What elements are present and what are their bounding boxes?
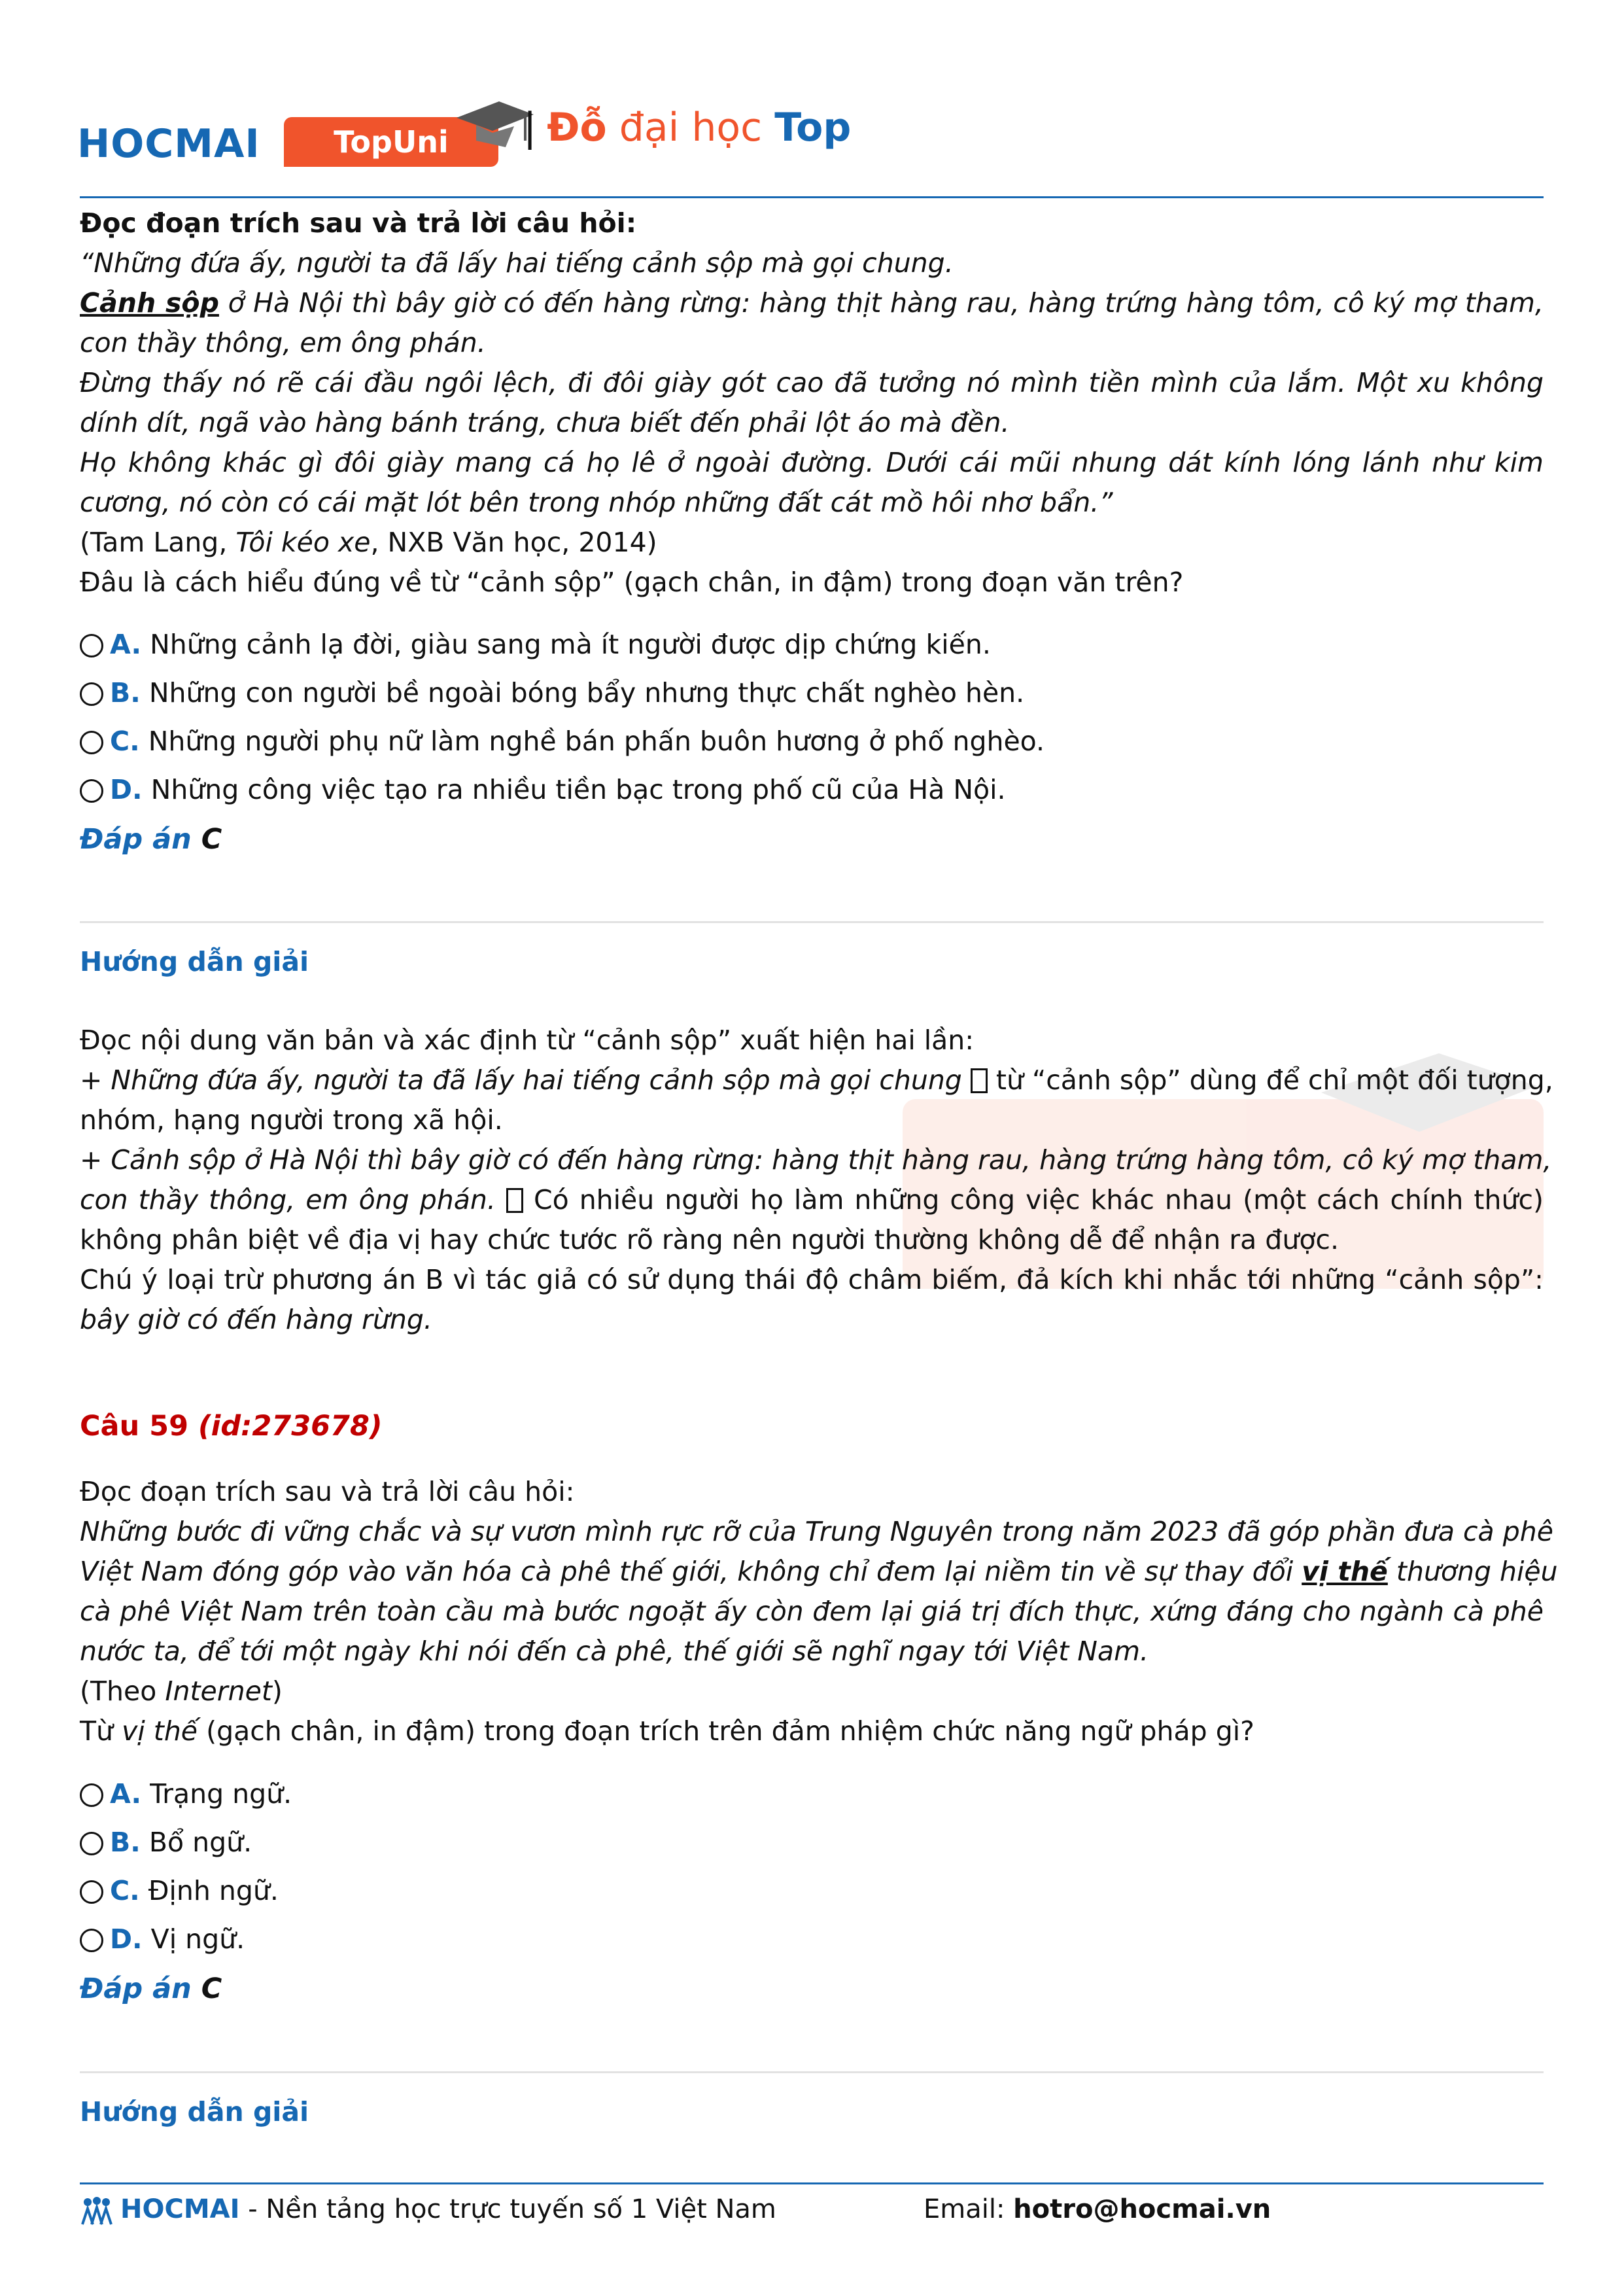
guide-quote: con thầy thông, em ông phán.	[80, 1184, 496, 1216]
q59-option-b[interactable]	[80, 1823, 252, 1863]
answer-letter: C	[201, 823, 222, 856]
answer-letter: C	[201, 1972, 222, 2005]
q58-passage-line: Họ không khác gì đôi giày mang cá họ lê ở ngoài đường. Dưới cái mũi nhung dát kính lóng lánh như kim	[80, 447, 1544, 478]
slogan-dai-hoc: đại học	[619, 105, 763, 150]
email-link[interactable]: hotro@hocmai.vn	[1013, 2194, 1271, 2224]
q58-passage-line: cương, nó còn có cái mặt lót bên trong nhóp những đất cát mồ hôi nhơ bẩn.”	[80, 487, 1113, 518]
q58-option-a[interactable]	[80, 625, 991, 665]
q59-option-d[interactable]	[80, 1919, 245, 1959]
footer-brand-line	[120, 2189, 776, 2230]
question-text: Từ	[80, 1715, 122, 1747]
q59-passage-line: nước ta, để tới một ngày khi nói đến cà phê, thế giới sẽ nghĩ ngay tới Việt Nam.	[80, 1636, 1149, 1667]
radio-icon[interactable]	[80, 731, 103, 754]
guide-line	[80, 1180, 1544, 1220]
slogan-top: Top	[774, 105, 852, 150]
option-letter: B.	[110, 1827, 141, 1858]
q58-passage-line	[80, 283, 1544, 323]
q59-passage-line: cà phê Việt Nam trên toàn cầu mà bước ngoặt ấy còn đem lại giá trị đích thực, xứng đáng cho ngành cà phê	[80, 1596, 1544, 1627]
q58-guide-title: Hướng dẫn giải	[80, 946, 309, 977]
footer-email-line	[924, 2189, 1271, 2230]
graduation-cap-icon	[450, 95, 535, 154]
q58-answer	[80, 820, 1544, 860]
highlighted-term: vị thế	[1302, 1556, 1388, 1587]
source-text: )	[271, 1675, 283, 1707]
q59-title	[80, 1407, 1544, 1446]
guide-line: không phân biệt về địa vị hay chức tước rõ ràng nên người thường không dễ để nhận ra được.	[80, 1224, 1339, 1255]
option-text: Định ngữ.	[148, 1875, 279, 1906]
footer-tagline: - Nền tảng học trực tuyến số 1 Việt Nam	[239, 2194, 776, 2224]
slogan-separator: |	[523, 105, 537, 150]
q59-source	[80, 1672, 1544, 1711]
q59-answer	[80, 1969, 1544, 2009]
slogan-do: Đỗ	[547, 105, 607, 150]
guide-text: Có nhiều người họ làm những công việc khác nhau (một cách chính thức)	[523, 1184, 1544, 1216]
header	[0, 0, 1624, 203]
q58-intro: Đọc đoạn trích sau và trả lời câu hỏi:	[80, 207, 637, 239]
logo-badge-text: TopUni	[334, 124, 449, 160]
question-number: Câu 59	[80, 1410, 188, 1443]
option-letter: B.	[110, 677, 141, 709]
q59-intro: Đọc đoạn trích sau và trả lời câu hỏi:	[80, 1476, 575, 1507]
radio-icon[interactable]	[80, 634, 103, 657]
radio-icon[interactable]	[80, 779, 103, 803]
source-text: (Tam Lang,	[80, 527, 236, 558]
q58-option-b[interactable]	[80, 673, 1024, 713]
option-letter: D.	[110, 1923, 143, 1955]
email-label: Email:	[924, 2194, 1014, 2224]
q58-passage-line: dính dít, ngã vào hàng bánh tráng, chưa biết đến phải lột áo mà đền.	[80, 407, 1010, 438]
arrow-glyph-box	[971, 1068, 988, 1093]
q59-question	[80, 1711, 1544, 1751]
guide-line: Chú ý loại trừ phương án B vì tác giả có sử dụng thái độ châm biếm, đả kích khi nhắc tới những “cảnh sộp”:	[80, 1264, 1544, 1295]
q58-question: Đâu là cách hiểu đúng về từ “cảnh sộp” (gạch chân, in đậm) trong đoạn văn trên?	[80, 567, 1184, 598]
option-text: Bổ ngữ.	[148, 1827, 252, 1858]
answer-label: Đáp án	[80, 823, 192, 856]
q58-passage-line: con thầy thông, em ông phán.	[80, 327, 486, 359]
guide-text: từ “cảnh sộp” dùng để chỉ một đối tượng,	[987, 1064, 1553, 1096]
answer-label: Đáp án	[80, 1972, 192, 2005]
option-letter: A.	[110, 1778, 142, 1810]
radio-icon[interactable]	[80, 1929, 103, 1952]
header-rule	[80, 196, 1544, 198]
passage-text: ở Hà Nội thì bây giờ có đến hàng rừng: hàng thịt hàng rau, hàng trứng hàng tôm, cô ký mợ tham,	[218, 287, 1544, 319]
question-id: (id:273678)	[198, 1410, 383, 1443]
guide-line: bây giờ có đến hàng rừng.	[80, 1304, 432, 1335]
radio-icon[interactable]	[80, 682, 103, 706]
guide-line	[80, 1060, 1553, 1100]
option-text: Những người phụ nữ làm nghề bán phấn buôn hương ở phố nghèo.	[148, 726, 1045, 757]
radio-icon[interactable]	[80, 1832, 103, 1855]
footer-rule	[80, 2182, 1544, 2184]
option-text: Vị ngữ.	[150, 1923, 245, 1955]
guide-line: nhóm, hạng người trong xã hội.	[80, 1104, 503, 1136]
footer-brand: HOCMAI	[120, 2194, 240, 2224]
option-text: Trạng ngữ.	[150, 1778, 292, 1810]
divider	[80, 921, 1544, 923]
q59-option-c[interactable]	[80, 1871, 279, 1911]
guide-line: Đọc nội dung văn bản và xác định từ “cảnh sộp” xuất hiện hai lần:	[80, 1025, 975, 1056]
option-text: Những công việc tạo ra nhiều tiền bạc trong phố cũ của Hà Nội.	[150, 774, 1006, 805]
option-letter: D.	[110, 774, 143, 805]
highlighted-term: Cảnh sộp	[80, 287, 219, 319]
footer	[80, 2189, 1544, 2235]
q58-option-c[interactable]	[80, 722, 1045, 762]
q59-passage-line: Những bước đi vững chắc và sự vươn mình rực rỡ của Trung Nguyên trong năm 2023 đã góp phần đưa cà phê	[80, 1516, 1553, 1547]
question-text: (gạch chân, in đậm) trong đoạn trích trên đảm nhiệm chức năng ngữ pháp gì?	[198, 1715, 1254, 1747]
option-letter: C.	[110, 726, 140, 757]
guide-quote: + Những đứa ấy, người ta đã lấy hai tiếng cảnh sộp mà gọi chung	[80, 1064, 962, 1096]
source-title: Tôi kéo xe	[235, 527, 371, 558]
passage-text: Việt Nam đóng góp vào văn hóa cà phê thế giới, không chỉ đem lại niềm tin về sự thay đổi	[80, 1556, 1302, 1587]
guide-line: + Cảnh sộp ở Hà Nội thì bây giờ có đến hàng rừng: hàng thịt hàng rau, hàng trứng hàng tôm, cô ký mợ tham,	[80, 1144, 1552, 1176]
hocmai-footer-logo-icon	[80, 2196, 114, 2230]
passage-text: thương hiệu	[1387, 1556, 1558, 1587]
q59-guide-title: Hướng dẫn giải	[80, 2096, 309, 2128]
radio-icon[interactable]	[80, 1880, 103, 1904]
logo-text: HOCMAI	[77, 121, 260, 167]
q59-passage-line	[80, 1552, 1558, 1592]
option-letter: A.	[110, 629, 142, 660]
radio-icon[interactable]	[80, 1783, 103, 1807]
source-text: , NXB Văn học, 2014)	[370, 527, 657, 558]
q58-passage-line: Đừng thấy nó rẽ cái đầu ngôi lệch, đi đôi giày gót cao đã tưởng nó mình tiền mình của lắm. Một xu không	[80, 367, 1544, 398]
source-title: Internet	[165, 1675, 272, 1707]
q58-passage-line: “Những đứa ấy, người ta đã lấy hai tiếng cảnh sộp mà gọi chung.	[80, 247, 954, 279]
source-text: (Theo	[80, 1675, 165, 1707]
question-term: vị thế	[122, 1715, 198, 1747]
q58-source	[80, 523, 1544, 563]
divider	[80, 2071, 1544, 2073]
q59-option-a[interactable]	[80, 1774, 292, 1814]
header-slogan	[523, 101, 851, 154]
option-text: Những cảnh lạ đời, giàu sang mà ít người được dịp chứng kiến.	[150, 629, 991, 660]
option-letter: C.	[110, 1875, 140, 1906]
q58-option-d[interactable]	[80, 770, 1006, 810]
option-text: Những con người bề ngoài bóng bẩy nhưng thực chất nghèo hèn.	[148, 677, 1025, 709]
arrow-glyph-box	[506, 1188, 523, 1213]
